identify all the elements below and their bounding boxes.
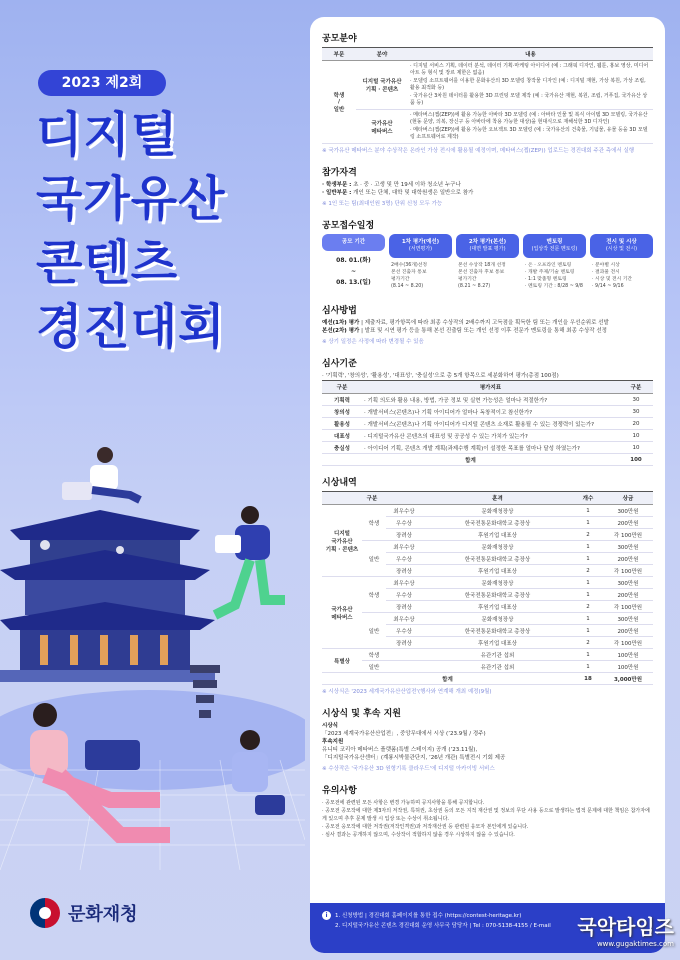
award-prize: 각 100만원 bbox=[603, 601, 653, 613]
award-prize: 100만원 bbox=[603, 649, 653, 661]
table-row bbox=[322, 541, 653, 553]
crit-name: 대표성 bbox=[322, 430, 362, 442]
award-rank bbox=[386, 661, 422, 673]
categories-table bbox=[322, 47, 653, 144]
table-row bbox=[322, 577, 653, 589]
schedule-step bbox=[322, 234, 385, 294]
ceremony-label1: 시상식 bbox=[322, 723, 338, 729]
review-note: ※ 상기 일정은 사정에 따라 변경될 수 있음 bbox=[322, 339, 424, 345]
award-rank: 장려상 bbox=[386, 601, 422, 613]
schedule-step bbox=[456, 234, 519, 294]
eligibility-title: 참가자격 bbox=[322, 168, 357, 178]
award-rank: 우수상 bbox=[386, 625, 422, 637]
table-row bbox=[322, 110, 653, 144]
award-count: 2 bbox=[573, 529, 603, 541]
award-count: 2 bbox=[573, 601, 603, 613]
person-laptop-top bbox=[62, 447, 140, 500]
crit-name: 활용성 bbox=[322, 418, 362, 430]
eligibility-note: ※ 1인 또는 팀(최대인원 3명) 단위 신청 모두 가능 bbox=[322, 201, 443, 207]
crit-desc: · 기획 의도와 활용 내용, 방법, 가공 정보 및 실현 가능성은 얼마나 적절한가? bbox=[362, 394, 619, 406]
award-rank: 우수상 bbox=[386, 553, 422, 565]
award-count: 1 bbox=[573, 649, 603, 661]
watermark-url: www.gugaktimes.com bbox=[596, 940, 674, 948]
table-row bbox=[322, 406, 653, 418]
criteria-title: 심사기준 bbox=[322, 359, 357, 369]
award-header-1: 구분 bbox=[322, 492, 422, 505]
cat-field: 디지털 국가유산 기획 · 콘텐츠 bbox=[356, 61, 408, 110]
award-prize: 300만원 bbox=[603, 613, 653, 625]
awards-total-label: 합계 bbox=[322, 673, 573, 685]
award-rank: 최우수상 bbox=[386, 541, 422, 553]
award-prize: 300만원 bbox=[603, 541, 653, 553]
categories-note: ※ 국가유산 메타버스 분야 수상작은 온라인 가상 전시에 활용될 예정이며, 메타버스(젭(ZEP)) 업로드는 경진대회 주관 측에서 실행 bbox=[322, 148, 635, 154]
general-label: · 일반부문 : bbox=[322, 190, 352, 196]
award-org: 한국전통문화대학교 총장상 bbox=[422, 625, 573, 637]
award-count: 1 bbox=[573, 517, 603, 529]
award-rank: 최우수상 bbox=[386, 613, 422, 625]
crit-name: 기획력 bbox=[322, 394, 362, 406]
info-icon: i bbox=[322, 911, 331, 920]
pagoda-building-icon bbox=[0, 510, 215, 682]
award-count: 1 bbox=[573, 661, 603, 673]
step-head: 1차 평가(예선) bbox=[401, 239, 440, 245]
awards-table bbox=[322, 491, 653, 685]
award-count: 1 bbox=[573, 553, 603, 565]
award-rank: 최우수상 bbox=[386, 505, 422, 517]
step-body: 08. 01.(화) ~ 08. 13.(일) bbox=[336, 257, 371, 286]
crit-desc: · 아이디어 기획, 콘텐츠 개발 계획(과제수행 계획)이 설정한 목표를 얼마나 달성 하였는가? bbox=[362, 442, 619, 454]
step-sub: (입상작 전문 멘토링) bbox=[531, 246, 578, 252]
award-group: 국가유산 메타버스 bbox=[322, 577, 362, 649]
award-prize: 300만원 bbox=[603, 577, 653, 589]
org-logo bbox=[30, 898, 138, 928]
award-org: 한국전통문화대학교 총장상 bbox=[422, 517, 573, 529]
contact-line1: 1. 신청방법 | 경진대회 홈페이지를 통한 접수 (https://contest-heritage.kr) bbox=[335, 913, 522, 919]
award-prize: 각 100만원 bbox=[603, 565, 653, 577]
crit-desc: · 개발서비스(콘텐츠)나 기획 아이디어가 디지털 콘텐츠 소재로 활용될 수 있는 경쟁력이 있는가? bbox=[362, 418, 619, 430]
illustration bbox=[0, 440, 305, 870]
step-sub: (서면평가) bbox=[408, 246, 433, 252]
award-count: 1 bbox=[573, 613, 603, 625]
award-org: 한국전통문화대학교 총장상 bbox=[422, 589, 573, 601]
title-line-1: 디지털 bbox=[36, 107, 179, 163]
categories-title: 공모분야 bbox=[322, 34, 357, 44]
award-prize: 100만원 bbox=[603, 661, 653, 673]
awards-note: ※ 시상식은 '2023 세계국가유산산업전'(행사와 연계해 개최 예정(9월) bbox=[322, 689, 492, 695]
crit-header-3: 구분 bbox=[619, 381, 653, 394]
award-count: 2 bbox=[573, 565, 603, 577]
award-org: 한국전통문화대학교 총장상 bbox=[422, 553, 573, 565]
schedule-title: 공모접수일정 bbox=[322, 221, 375, 231]
table-row bbox=[322, 661, 653, 673]
crit-score: 30 bbox=[619, 394, 653, 406]
table-row bbox=[322, 613, 653, 625]
award-rank: 우수상 bbox=[386, 589, 422, 601]
step-head: 멘토링 bbox=[546, 239, 563, 245]
crit-desc: · 디지털국가유산 콘텐츠의 대표성 및 공공성 수 있는 가치가 있는가? bbox=[362, 430, 619, 442]
table-row bbox=[322, 673, 653, 685]
award-prize: 200만원 bbox=[603, 517, 653, 529]
poster-left bbox=[0, 0, 305, 960]
cat-header-division: 부문 bbox=[322, 48, 356, 61]
table-row bbox=[322, 442, 653, 454]
award-prize: 200만원 bbox=[603, 553, 653, 565]
step-body: 본선 수상작 18개 선정 본선 진출자 후보 통보 평가기간 (8.21 ~ 8.27) bbox=[458, 263, 506, 289]
criteria-table bbox=[322, 380, 653, 466]
schedule-step bbox=[590, 234, 653, 294]
step-body: · 온 · 오프라인 멘토링 · 개발 주제/기술 멘토링 · 1:1 맞춤형 멘토링 · 멘토링 기간 : 8/28 ~ 9/8 bbox=[525, 263, 583, 289]
award-rank: 최우수상 bbox=[386, 577, 422, 589]
award-subgroup: 일반 bbox=[362, 541, 386, 577]
award-group: 디지털 국가유산 기획 · 콘텐츠 bbox=[322, 505, 362, 577]
award-org: 후원기업 대표상 bbox=[422, 565, 573, 577]
table-row bbox=[322, 430, 653, 442]
award-org: 문화재청장상 bbox=[422, 505, 573, 517]
crit-score: 10 bbox=[619, 430, 653, 442]
info-panel bbox=[310, 17, 665, 953]
award-count: 1 bbox=[573, 505, 603, 517]
title-line-3: 콘텐츠 bbox=[36, 235, 179, 291]
person-floating-right bbox=[215, 506, 285, 615]
table-row bbox=[322, 454, 653, 466]
watermark-name: 국악타임즈 bbox=[577, 915, 674, 939]
award-subgroup: 학생 bbox=[362, 505, 386, 541]
award-count: 1 bbox=[573, 589, 603, 601]
student-text: 초 · 중 · 고생 및 만 19세 이하 청소년 누구나 bbox=[353, 182, 461, 188]
award-count: 1 bbox=[573, 541, 603, 553]
crit-total: 100 bbox=[619, 454, 653, 466]
crit-total-label: 합계 bbox=[322, 454, 619, 466]
award-header-2: 훈격 bbox=[422, 492, 573, 505]
award-prize: 200만원 bbox=[603, 625, 653, 637]
step-body: 2배수(36개)선정 본선 진출자 통보 평가기간 (8.14 ~ 8.20) bbox=[391, 263, 428, 289]
award-org: 후원기업 대표상 bbox=[422, 601, 573, 613]
table-row bbox=[322, 505, 653, 517]
cat-content: · 디지털 서비스 기획, 데이터 분석, 데이터 기획·마케팅 아이디어 (예 : 그래픽 디자인, 웹툰, 홍보 영상, 미디어아트 등 형식 및 장르 제한은 없음) · 모델링 소프트웨어를 이용한 문화유산의 3D 모델링 창작물 디자인 (예 : 디지털 재현, 가상 복원, 가상 조립, 활용 최적화 등) · 국가유산 3차원 데이터를 활용한 3D 프린팅 모델 제작 (예 : 국가유산 재현, 복원, 조립, 거푸집, 국가유산 상품 등) bbox=[408, 61, 653, 110]
review-line2-text: | 발표 및 시연 평가 등을 통해 본선 진출팀 또는 개인 선정 이후 전문가 멘토링을 통해 최종 수상작 선정 bbox=[361, 328, 607, 334]
crit-header-1: 구분 bbox=[322, 381, 362, 394]
review-line1-text: | 제출자료, 평가항목에 따라 최종 수상작의 2배수까지 고득점을 획득한 팀 또는 개인을 우선순위로 선발 bbox=[361, 320, 609, 326]
award-rank bbox=[386, 649, 422, 661]
step-body: · 분야별 시상 · 결과물 전시 · 시상 및 전시 기간 · 9/14 ~ 9/16 bbox=[592, 263, 633, 289]
notice-item: · 심사 결과는 공개하지 않으며, 수상작이 적합하지 않을 경우 시상하지 않을 수 있습니다. bbox=[322, 832, 515, 838]
step-head: 공모 기간 bbox=[341, 239, 366, 245]
ceremony-label2: 후속지원 bbox=[322, 739, 344, 745]
award-subgroup: 학생 bbox=[362, 577, 386, 613]
awards-total-prize: 3,000만원 bbox=[603, 673, 653, 685]
cat-header-content: 내용 bbox=[408, 48, 653, 61]
award-org: 유관기관 섭외 bbox=[422, 649, 573, 661]
notice-title: 유의사항 bbox=[322, 786, 357, 796]
step-head: 전시 및 시상 bbox=[606, 239, 637, 245]
ceremony-text1: 「2023 세계국가유산산업전」, 중앙무대에서 시상 (’23.9월 / 경주) bbox=[322, 731, 486, 737]
award-org: 문화재청장상 bbox=[422, 613, 573, 625]
ceremony-note: ※ 수상작은 '국가유산 3D 원형기록 클라우드'에 디지털 아카이빙 서비스 bbox=[322, 766, 495, 772]
watermark bbox=[577, 911, 674, 948]
award-subgroup: 일반 bbox=[362, 613, 386, 649]
crit-score: 20 bbox=[619, 418, 653, 430]
general-text: 개인 또는 단체, 대학 및 대학원생은 일반으로 참가 bbox=[353, 190, 474, 196]
award-prize: 200만원 bbox=[603, 589, 653, 601]
review-title: 심사방법 bbox=[322, 306, 357, 316]
schedule-steps bbox=[322, 234, 653, 294]
awards-title: 시상내역 bbox=[322, 478, 357, 488]
award-rank: 장려상 bbox=[386, 637, 422, 649]
notice-item: · 공모전 공모작에 대한 제3자의 저작권, 특허권, 초상권 등의 모든 지적 재산권 및 정보의 무단 사용 등으로 발생하는 법적 문제에 대한 책임은 참가자에게 있으며 추후 문제 발생 시 입상 또는 수상이 취소됩니다. bbox=[322, 808, 650, 822]
crit-desc: · 개발서비스(콘텐츠)나 기획 아이디어가 얼마나 독창적이고 참신한가? bbox=[362, 406, 619, 418]
award-count: 1 bbox=[573, 625, 603, 637]
student-label: · 학생부문 : bbox=[322, 182, 352, 188]
table-row bbox=[322, 418, 653, 430]
award-org: 후원기업 대표상 bbox=[422, 529, 573, 541]
schedule-step bbox=[523, 234, 586, 294]
ceremony-text2: 유니티 코리아 메타버스 플랫폼(특별 스테이지) 공개 (’23.11월), 「디지털국가유산센터」(계룡시박물관단지, ’26년 개관) 특별전시 기회 제공 bbox=[322, 747, 506, 761]
review-line1-label: 예선(1차) 평가 bbox=[322, 320, 360, 326]
cat-content: · 메타버스(젭(ZEP))에 활용 가능한 아바타 3D 모델링 (예 : 아바타 인물 및 복식 아이템 3D 모델링, 국가유산 (현동 문양, 의복, 장신구 등 아바타에 착용 가능한 대상)을 현대식으로 재해석한 3D 디자인) · 메타버스(젭(ZEP))에 활용 가능한 오브젝트 3D 모델링 (예 : 국가유산의 건축물, 기념물, 유물 등을 3D 모델링 소프트웨어로 제작) bbox=[408, 110, 653, 144]
org-name: 문화재청 bbox=[68, 904, 138, 925]
award-prize: 각 100만원 bbox=[603, 529, 653, 541]
award-subgroup: 학생 bbox=[362, 649, 386, 661]
cat-header-field: 분야 bbox=[356, 48, 408, 61]
cat-group: 학생 / 일반 bbox=[322, 61, 356, 144]
award-header-3: 개수 bbox=[573, 492, 603, 505]
award-prize: 300만원 bbox=[603, 505, 653, 517]
schedule-step bbox=[389, 234, 452, 294]
ceremony-title: 시상식 및 후속 지원 bbox=[322, 709, 401, 719]
contact-line2: 2. 디지털국가유산 콘텐츠 경진대회 운영 사무국 담당자 | Tel : 070-5138-4155 / E-mail bbox=[335, 923, 551, 929]
table-row bbox=[322, 394, 653, 406]
cat-field: 국가유산 메타버스 bbox=[356, 110, 408, 144]
award-org: 후원기업 대표상 bbox=[422, 637, 573, 649]
taegeuk-emblem-icon bbox=[30, 898, 60, 928]
title-line-2: 국가유산 bbox=[36, 171, 226, 227]
award-group: 특별상 bbox=[322, 649, 362, 673]
crit-name: 충실성 bbox=[322, 442, 362, 454]
edition-badge: 2023 제2회 bbox=[38, 70, 166, 96]
notice-item: · 공모전 응모작에 대한 저작권(저작인격권)과 저작재산권 등 관련된 응모자 본인에게 있습니다. bbox=[322, 824, 529, 830]
crit-header-2: 평가지표 bbox=[362, 381, 619, 394]
step-head: 2차 평가(본선) bbox=[468, 239, 507, 245]
table-row bbox=[322, 649, 653, 661]
award-org: 문화재청장상 bbox=[422, 577, 573, 589]
review-line2-label: 본선(2차) 평가 bbox=[322, 328, 360, 334]
title-line-4: 경진대회 bbox=[36, 299, 226, 355]
step-sub: (대면 발표 평가) bbox=[469, 246, 506, 252]
award-org: 문화재청장상 bbox=[422, 541, 573, 553]
award-subgroup: 일반 bbox=[362, 661, 386, 673]
award-rank: 장려상 bbox=[386, 529, 422, 541]
award-count: 2 bbox=[573, 637, 603, 649]
award-header-4: 상금 bbox=[603, 492, 653, 505]
criteria-intro: · '기획력', '창의성', '활용성', '대표성', '충실성'으로 총 5개 항목으로 세분화하여 평가(총점 100점) bbox=[322, 373, 559, 379]
crit-score: 30 bbox=[619, 406, 653, 418]
award-org: 유관기관 섭외 bbox=[422, 661, 573, 673]
notice-item: · 공모전에 관련된 모든 사항은 변경 가능하며 공지사항을 통해 공지합니다. bbox=[322, 800, 485, 806]
step-sub: (시상 및 전시) bbox=[605, 246, 638, 252]
award-count: 1 bbox=[573, 577, 603, 589]
award-prize: 각 100만원 bbox=[603, 637, 653, 649]
crit-name: 창의성 bbox=[322, 406, 362, 418]
crit-score: 10 bbox=[619, 442, 653, 454]
awards-total-n: 18 bbox=[573, 673, 603, 685]
award-rank: 장려상 bbox=[386, 565, 422, 577]
table-row bbox=[322, 61, 653, 110]
award-rank: 우수상 bbox=[386, 517, 422, 529]
